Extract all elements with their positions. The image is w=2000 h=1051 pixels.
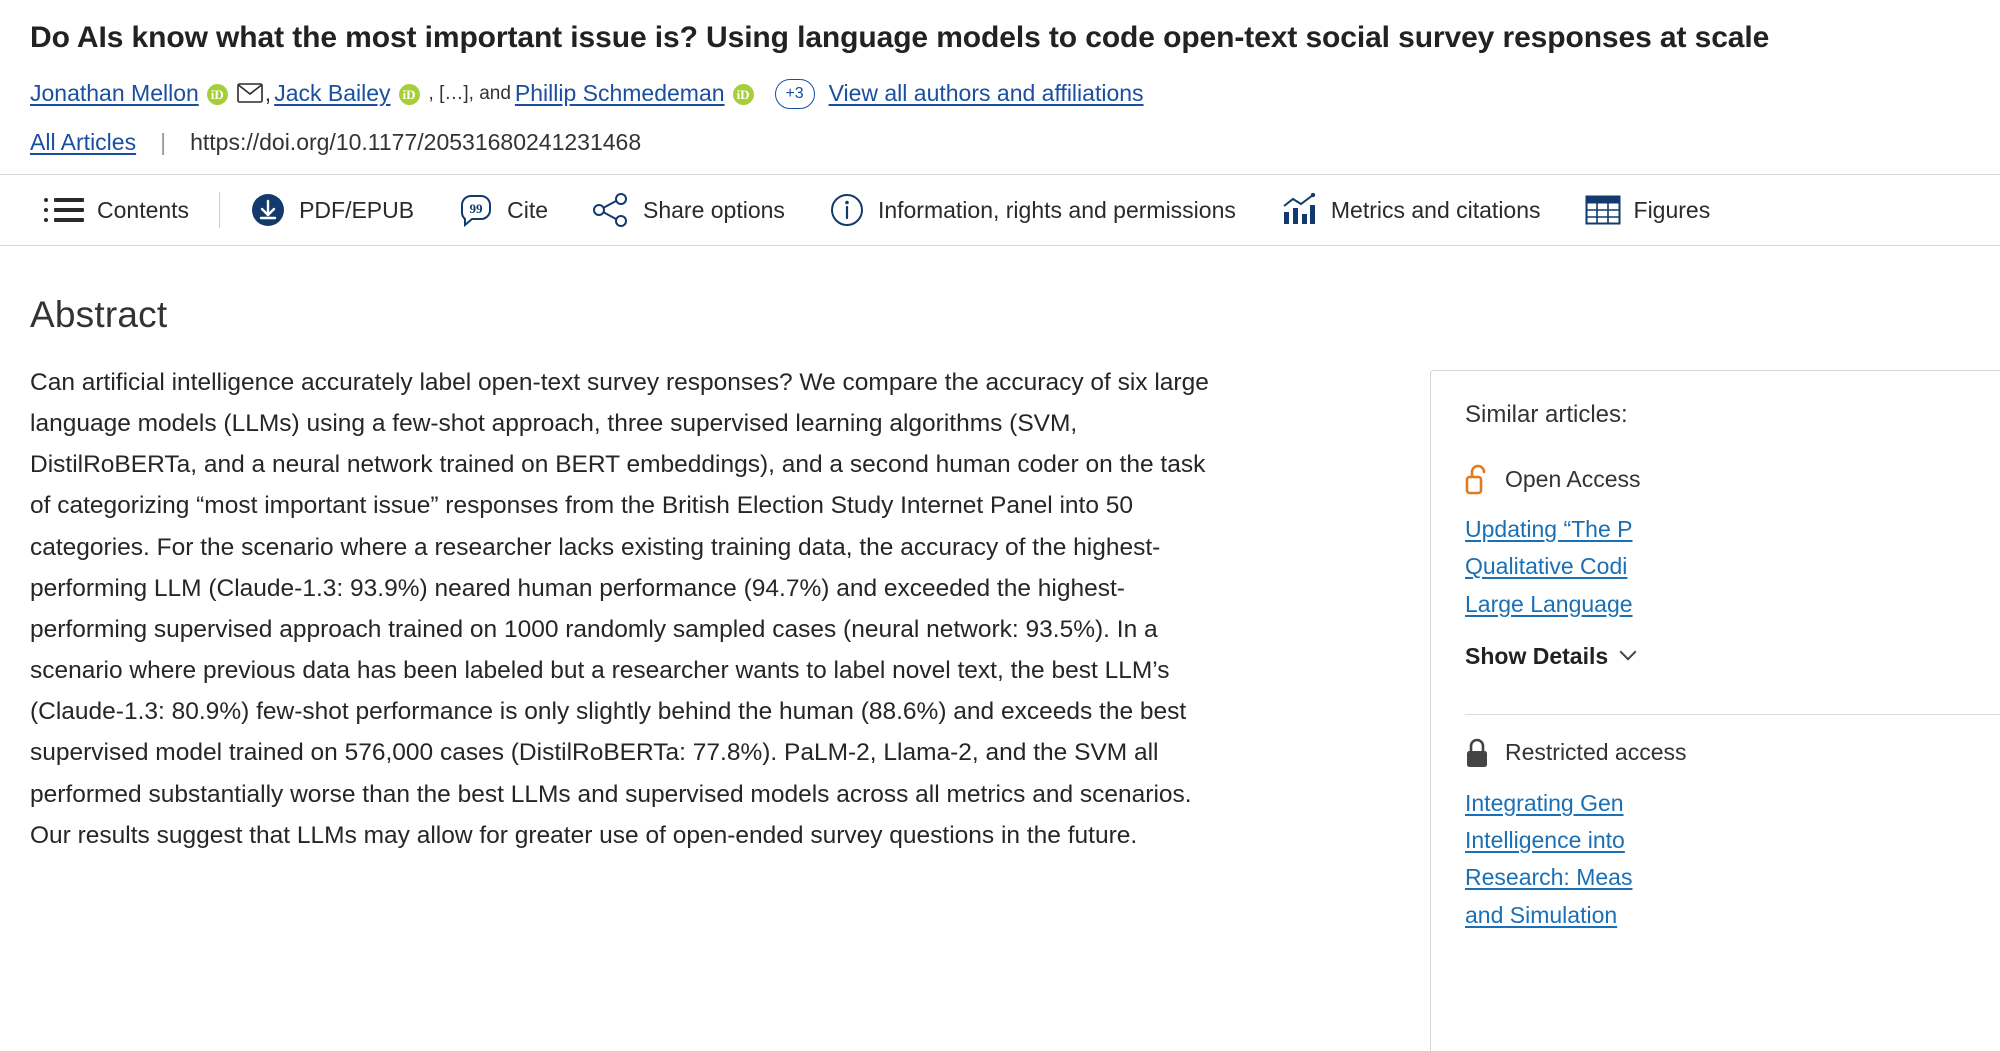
view-all-authors-link[interactable]: View all authors and affiliations bbox=[828, 80, 1144, 107]
abstract-text: Can artificial intelligence accurately label open-text survey responses? We compare the accuracy of six large language models (LLMs) using a few-shot approach, three supervised learning algorithms (SVM, DistilRoBERTa, and a neural network trained on BERT embeddings), and a second human coder on the task of categorizing “most important issue” responses from the British Election Study Internet Panel into 50 categories. For the scenario where a researcher lacks existing training data, the accuracy of the highest-performing LLM (Claude-1.3: 93.9%) neared human performance (94.7%) and exceeded the highest-performing supervised approach trained on 1000 randomly sampled cases (neural network: 93.5%). In a scenario where previous data has been labeled but a researcher wants to label novel text, the best LLM’s (Claude-1.3: 80.9%) few-shot performance is only slightly behind the human (88.6%) and exceeds the best supervised model trained on 576,000 cases (DistilRoBERTa: 77.8%). PaLM-2, Llama-2, and the SVM all performed substantially worse than the best LLMs and supervised models across all metrics and scenarios. Our results suggest that LLMs may allow for greater use of open-ended survey questions in the future. bbox=[30, 369, 1209, 849]
quote-icon bbox=[458, 192, 494, 228]
toolbar-label-contents: Contents bbox=[97, 196, 190, 223]
article-header bbox=[0, 0, 2000, 156]
similar-article-item bbox=[1465, 463, 2000, 692]
similar-article-link[interactable]: Qualitative Codi bbox=[1465, 553, 1628, 580]
abstract-heading: Abstract bbox=[30, 294, 168, 335]
toolbar-label-cite: Cite bbox=[507, 196, 548, 223]
similar-article-link[interactable]: and Simulation bbox=[1465, 901, 1618, 928]
breadcrumb bbox=[30, 129, 1970, 156]
extra-authors-badge[interactable]: +3 bbox=[775, 79, 815, 109]
toolbar-label-share-options: Share options bbox=[643, 196, 785, 223]
abstract-section bbox=[0, 246, 1360, 880]
show-details-toggle[interactable] bbox=[1465, 643, 2000, 670]
toolbar-item-cite[interactable] bbox=[436, 175, 570, 245]
unlock-icon bbox=[1465, 463, 1491, 495]
svg-text:99: 99 bbox=[469, 201, 483, 216]
toolbar-divider bbox=[219, 192, 220, 228]
info-icon bbox=[829, 192, 865, 228]
similar-articles-panel bbox=[1430, 370, 2000, 1051]
toolbar-item-pdf-epub[interactable] bbox=[228, 175, 436, 245]
toolbar-item-metrics-and-citations[interactable] bbox=[1258, 175, 1563, 245]
access-status-row bbox=[1465, 737, 2000, 769]
toolbar-label-figures: Figures bbox=[1633, 196, 1711, 223]
email-icon[interactable] bbox=[237, 82, 263, 110]
author-link-2[interactable]: Jack Bailey bbox=[274, 80, 391, 107]
all-articles-link[interactable]: All Articles bbox=[30, 129, 137, 155]
similar-article-link[interactable]: Large Language bbox=[1465, 590, 1633, 617]
authors-line bbox=[30, 79, 1970, 109]
similar-article-link[interactable]: Integrating Gen bbox=[1465, 789, 1624, 816]
author-link-3[interactable]: Phillip Schmedeman bbox=[514, 80, 725, 107]
share-icon bbox=[592, 193, 630, 227]
toolbar-item-share-options[interactable] bbox=[570, 175, 807, 245]
toolbar-label-pdf-epub: PDF/EPUB bbox=[299, 196, 415, 223]
sidebar-divider bbox=[1465, 714, 2000, 715]
access-status-row bbox=[1465, 463, 2000, 495]
authors-ellipsis: , […], and bbox=[428, 82, 511, 104]
article-toolbar bbox=[0, 174, 2000, 246]
page-title: Do AIs know what the most important issue is? Using language models to code open-text social survey responses at scale bbox=[30, 21, 1770, 54]
similar-article-link[interactable]: Updating “The P bbox=[1465, 516, 1633, 542]
access-status-badge: Restricted access bbox=[1505, 739, 1687, 766]
author-separator-1: , bbox=[264, 80, 272, 107]
metrics-icon bbox=[1280, 193, 1318, 227]
contents-icon bbox=[44, 195, 84, 225]
table-icon bbox=[1585, 194, 1621, 226]
access-status-badge: Open Access bbox=[1505, 465, 1641, 492]
download-icon bbox=[250, 192, 286, 228]
orcid-icon[interactable]: iD bbox=[733, 84, 754, 105]
orcid-icon[interactable]: iD bbox=[207, 84, 228, 105]
similar-article-link[interactable]: Intelligence into bbox=[1465, 827, 1625, 853]
show-details-label: Show Details bbox=[1465, 642, 1609, 669]
doi-text: https://doi.org/10.1177/20531680241231468 bbox=[190, 129, 642, 155]
similar-article-item bbox=[1465, 737, 2000, 956]
breadcrumb-divider: | bbox=[160, 129, 167, 155]
toolbar-item-figures[interactable] bbox=[1563, 175, 1733, 245]
toolbar-item-contents[interactable] bbox=[22, 175, 211, 245]
similar-articles-title: Similar articles: bbox=[1465, 401, 1628, 428]
lock-icon bbox=[1465, 737, 1491, 769]
toolbar-item-information-rights-permissions[interactable] bbox=[807, 175, 1258, 245]
toolbar-label-metrics: Metrics and citations bbox=[1330, 196, 1541, 223]
toolbar-label-information: Information, rights and permissions bbox=[877, 196, 1236, 223]
similar-article-link[interactable]: Research: Meas bbox=[1465, 864, 1633, 891]
author-link-1[interactable]: Jonathan Mellon bbox=[30, 80, 199, 107]
orcid-icon[interactable]: iD bbox=[399, 84, 420, 105]
chevron-down-icon bbox=[1620, 644, 1637, 661]
